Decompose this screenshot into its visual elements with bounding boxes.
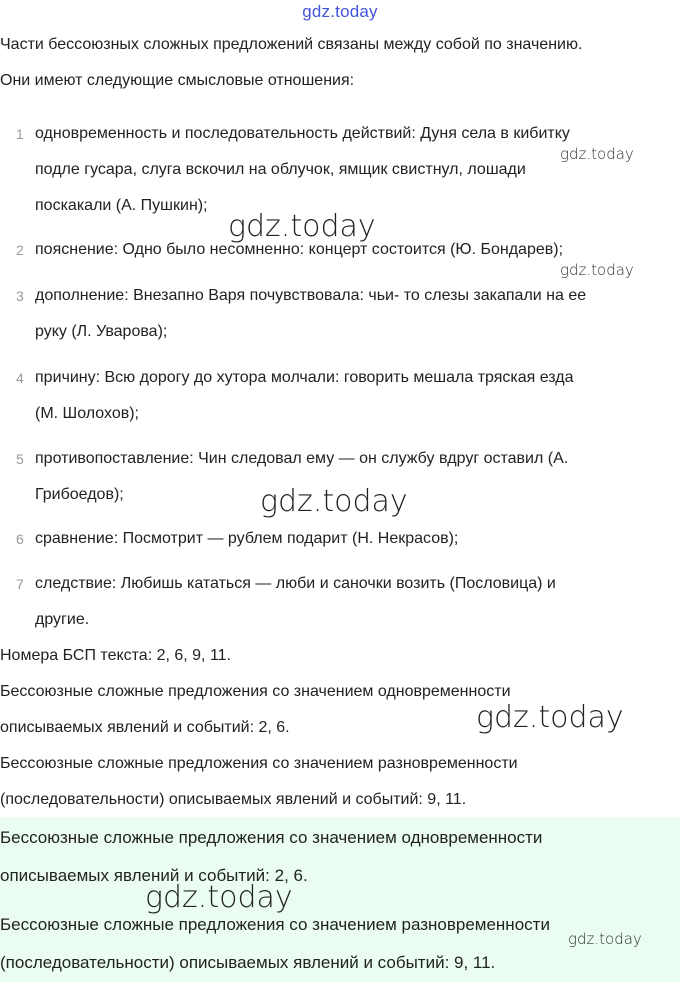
list-item-number: 6 [16, 531, 24, 547]
list-item-text: сравнение: Посмотрит — рублем подарит (Н. Некрасов); [35, 530, 459, 547]
watermark: gdz.today [560, 145, 634, 163]
list-item-text: следствие: Любишь кататься — люби и саночки возить (Пословица) и [35, 575, 556, 592]
highlight-simultaneous-line-1: Бессоюзные сложные предложения со значением одновременности [0, 828, 543, 847]
header-watermark: gdz.today [302, 2, 378, 21]
watermark: gdz.today [228, 209, 376, 244]
watermark: gdz.today [476, 700, 624, 735]
list-item-number: 3 [16, 288, 24, 304]
watermark: gdz.today [560, 261, 634, 279]
list-item-text: одновременность и последовательность действий: Дуня села в кибитку [35, 125, 570, 142]
highlight-sequential-line-2: (последовательности) описываемых явлений и событий: 9, 11. [0, 953, 496, 972]
highlight-sequential-line-1: Бессоюзные сложные предложения со значением разновременности [0, 915, 550, 934]
list-item-text: противопоставление: Чин следовал ему — он службу вдруг оставил (А. [35, 450, 569, 467]
watermark: gdz.today [260, 484, 408, 519]
answer-sequential-line-2: (последовательности) описываемых явлений и событий: 9, 11. [0, 791, 467, 808]
list-item-text: пояснение: Одно было несомненно: концерт состоится (Ю. Бондарев); [35, 241, 564, 258]
list-item-text: поскакали (А. Пушкин); [35, 197, 208, 214]
list-item-text: (М. Шолохов); [35, 405, 139, 422]
list-item-text: другие. [35, 611, 90, 628]
list-item-text: Грибоедов); [35, 486, 124, 503]
highlight-simultaneous-line-2: описываемых явлений и событий: 2, 6. [0, 866, 308, 885]
list-item-text: подле гусара, слуга вскочил на облучок, ямщик свистнул, лошади [35, 161, 526, 178]
answer-simultaneous-line-1: Бессоюзные сложные предложения со значением одновременности [0, 683, 511, 700]
answer-simultaneous-line-2: описываемых явлений и событий: 2, 6. [0, 719, 290, 736]
list-item-number: 5 [16, 451, 24, 467]
list-item-number: 1 [16, 126, 24, 142]
answer-numbers: Номера БСП текста: 2, 6, 9, 11. [0, 647, 231, 664]
watermark: gdz.today [145, 880, 293, 915]
list-item-text: дополнение: Внезапно Варя почувствовала: чьи- то слезы закапали на ее [35, 287, 587, 304]
list-item-number: 4 [16, 370, 24, 386]
list-item-text: причину: Всю дорогу до хутора молчали: говорить мешала тряская езда [35, 369, 574, 386]
intro-line-2: Они имеют следующие смысловые отношения: [0, 72, 355, 89]
watermark: gdz.today [568, 930, 642, 948]
answer-sequential-line-1: Бессоюзные сложные предложения со значением разновременности [0, 755, 518, 772]
list-item-text: руку (Л. Уварова); [35, 323, 168, 340]
list-item-number: 7 [16, 576, 24, 592]
list-item-number: 2 [16, 242, 24, 258]
intro-line-1: Части бессоюзных сложных предложений связаны между собой по значению. [0, 36, 583, 53]
